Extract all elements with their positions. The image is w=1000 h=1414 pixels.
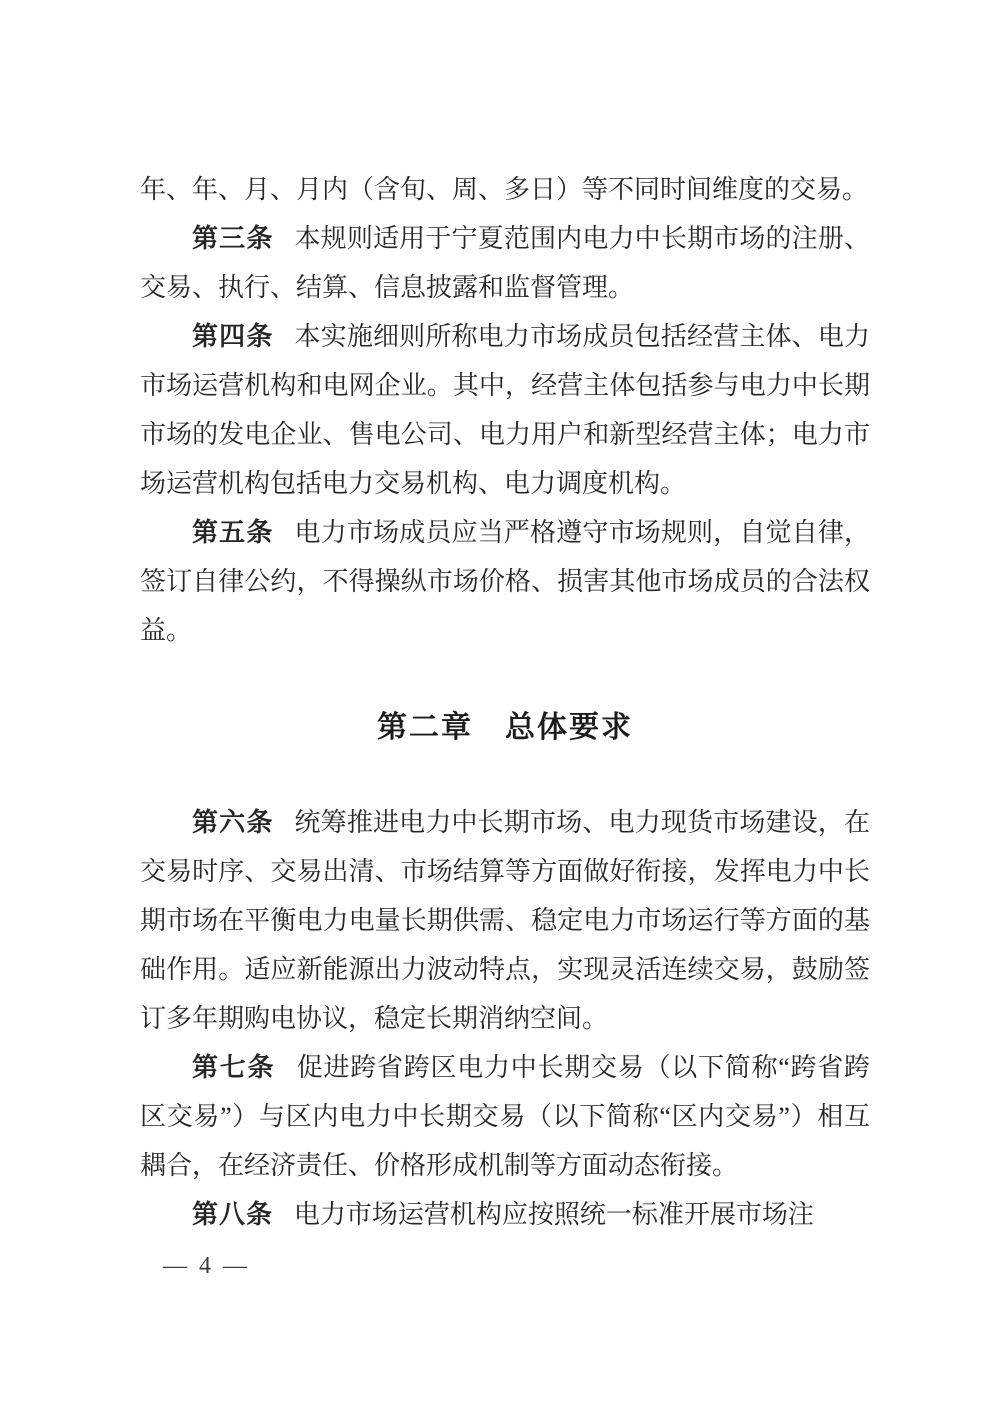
article-5-text: 电力市场成员应当严格遵守市场规则，自觉自律，签订自律公约，不得操纵市场价格、损害其他市场成员的合法权益。 bbox=[140, 518, 870, 645]
article-8-text: 电力市场运营机构应按照统一标准开展市场注 bbox=[293, 1200, 814, 1229]
article-4-text: 本实施细则所称电力市场成员包括经营主体、电力市场运营机构和电网企业。其中，经营主体包括参与电力中长期市场的发电企业、售电公司、电力用户和新型经营主体；电力市场运营机构包括电力交易机构、电力调度机构。 bbox=[140, 322, 870, 498]
article-6-text: 统筹推进电力中长期市场、电力现货市场建设，在交易时序、交易出清、市场结算等方面做好衔接，发挥电力中长期市场在平衡电力电量长期供需、稳定电力市场运行等方面的基础作用。适应新能源出力波动特点，实现灵活连续交易，鼓励签订多年期购电协议，稳定长期消纳空间。 bbox=[140, 808, 870, 1033]
article-6-lead: 第六条 bbox=[192, 808, 274, 837]
article-7-lead: 第七条 bbox=[192, 1053, 276, 1082]
paragraph-article-7 bbox=[140, 1043, 870, 1190]
paragraph-article-3 bbox=[140, 214, 870, 312]
paragraph-text: 年、年、月、月内（含旬、周、多日）等不同时间维度的交易。 bbox=[140, 175, 869, 204]
paragraph-article-8 bbox=[140, 1190, 870, 1239]
paragraph-continuation bbox=[140, 165, 870, 214]
paragraph-article-6 bbox=[140, 798, 870, 1043]
chapter-2-heading: 第二章 总体要求 bbox=[377, 711, 633, 744]
article-7-text: 促进跨省跨区电力中长期交易（以下简称“跨省跨区交易”）与区内电力中长期交易（以下简称“区内交易”）相互耦合，在经济责任、价格形成机制等方面动态衔接。 bbox=[140, 1053, 870, 1180]
article-3-text: 本规则适用于宁夏范围内电力中长期市场的注册、交易、执行、结算、信息披露和监督管理。 bbox=[140, 224, 870, 302]
article-5-lead: 第五条 bbox=[192, 518, 274, 547]
article-3-lead: 第三条 bbox=[192, 224, 274, 253]
document-body bbox=[140, 165, 870, 1239]
article-4-lead: 第四条 bbox=[192, 322, 274, 351]
paragraph-article-5 bbox=[140, 508, 870, 655]
page-number: — 4 — bbox=[163, 1253, 250, 1279]
paragraph-article-4 bbox=[140, 312, 870, 508]
article-8-lead: 第八条 bbox=[192, 1200, 274, 1229]
